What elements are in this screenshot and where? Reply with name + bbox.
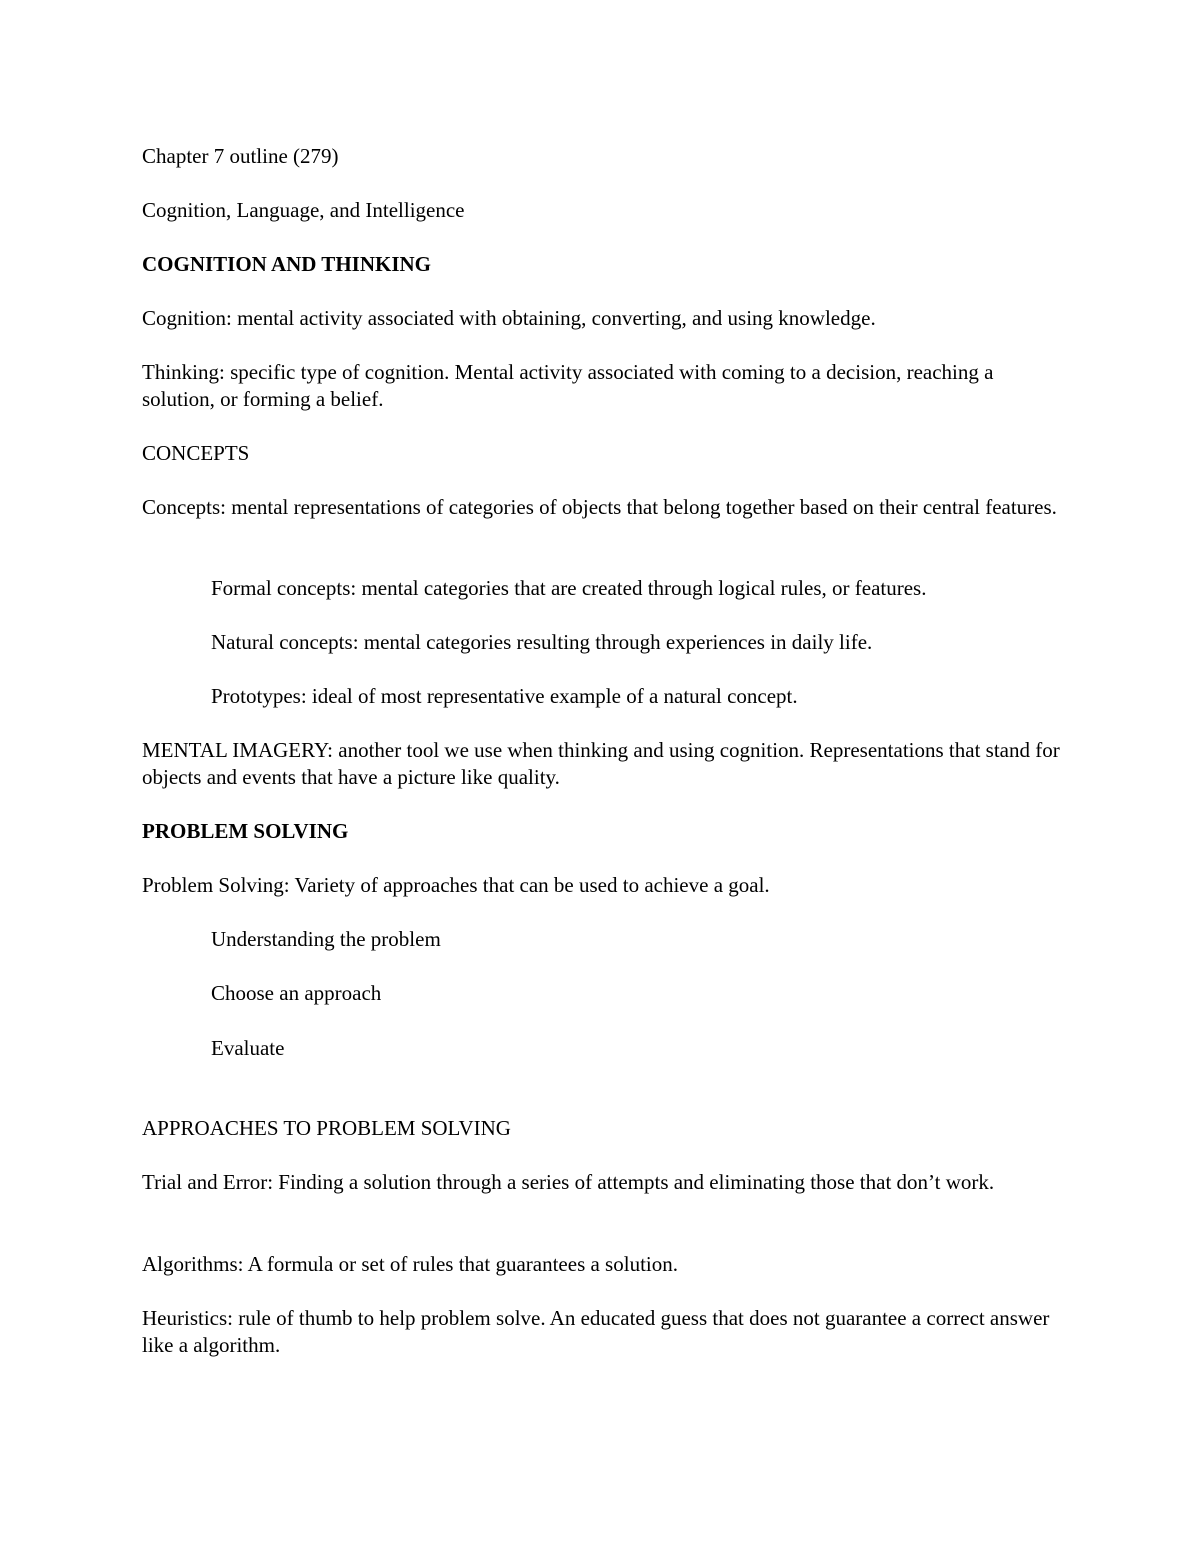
- problem-solving-heading: PROBLEM SOLVING: [142, 819, 349, 843]
- thinking-definition: Thinking: specific type of cognition. Mental activity associated with coming to a decision, reaching a solution, or forming a belief.: [142, 360, 994, 411]
- outline-title: Chapter 7 outline (279): [142, 144, 339, 168]
- mental-imagery: MENTAL IMAGERY: another tool we use when thinking and using cognition. Representations that stand for objects and events that have a picture like quality.: [142, 738, 1060, 789]
- concepts-definition: Concepts: mental representations of categories of objects that belong together based on their central features.: [142, 495, 1057, 519]
- step-understand: Understanding the problem: [211, 927, 441, 951]
- natural-concepts: Natural concepts: mental categories resulting through experiences in daily life.: [211, 630, 873, 654]
- algorithms: Algorithms: A formula or set of rules that guarantees a solution.: [142, 1252, 678, 1276]
- heuristics: Heuristics: rule of thumb to help problem solve. An educated guess that does not guarantee a correct answer like a algorithm.: [142, 1306, 1050, 1357]
- step-choose: Choose an approach: [211, 981, 382, 1005]
- cognition-definition: Cognition: mental activity associated with obtaining, converting, and using knowledge.: [142, 306, 876, 330]
- cognition-heading: COGNITION AND THINKING: [142, 252, 431, 276]
- step-evaluate: Evaluate: [211, 1036, 285, 1060]
- approaches-heading: APPROACHES TO PROBLEM SOLVING: [142, 1116, 511, 1140]
- concepts-heading: CONCEPTS: [142, 441, 250, 465]
- problem-solving-definition: Problem Solving: Variety of approaches that can be used to achieve a goal.: [142, 873, 770, 897]
- trial-and-error: Trial and Error: Finding a solution through a series of attempts and eliminating those that don’t work.: [142, 1170, 995, 1194]
- chapter-title: Cognition, Language, and Intelligence: [142, 198, 465, 222]
- formal-concepts: Formal concepts: mental categories that are created through logical rules, or features.: [211, 576, 927, 600]
- prototypes: Prototypes: ideal of most representative example of a natural concept.: [211, 684, 798, 708]
